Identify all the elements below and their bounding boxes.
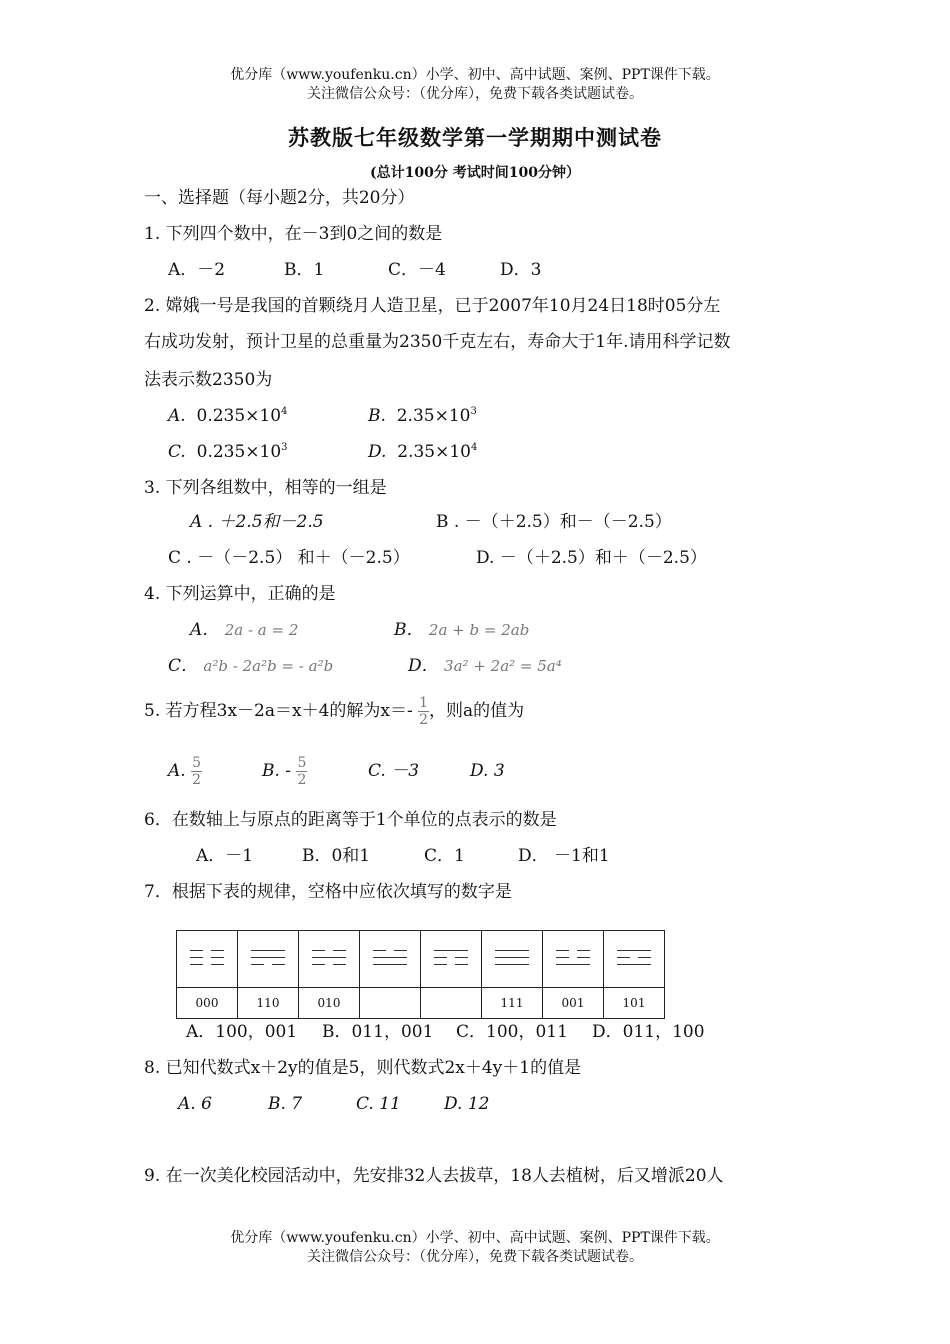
trigram-code: 001	[543, 988, 604, 1019]
q5-option-b	[262, 752, 307, 790]
q5-option-a-num: 5	[192, 755, 202, 771]
q1-option-c: C．－4	[388, 260, 446, 280]
q2-line-1: 2. 嫦娥一号是我国的首颗绕月人造卫星，已于2007年10月24日18时05分左	[144, 296, 721, 316]
q1-option-b: B．1	[284, 260, 325, 280]
q8-option-b: B. 7	[268, 1094, 303, 1114]
q4-option-a-expr: 2a - a = 2	[224, 621, 299, 639]
q8-option-d: D. 12	[444, 1094, 490, 1114]
trigram-cell	[299, 931, 360, 988]
trigram-symbol	[251, 944, 285, 970]
q5-option-c: C. －3	[368, 761, 420, 781]
q3-text: 3. 下列各组数中，相等的一组是	[144, 478, 387, 498]
q2-option-d	[368, 442, 477, 462]
q4-option-b-expr: 2a + b = 2ab	[428, 621, 530, 639]
q4-option-b	[394, 620, 529, 640]
trigram-symbol	[373, 944, 407, 970]
q4-text: 4. 下列运算中，正确的是	[144, 584, 336, 604]
q3-option-a: A . ＋2.5和－2.5	[190, 512, 324, 532]
q2-option-b	[368, 406, 477, 426]
q1-option-a: A．－2	[168, 260, 226, 280]
q6-text: 6．在数轴上与原点的距离等于1个单位的点表示的数是	[144, 810, 557, 830]
page-subtitle: (总计100分 考试时间100分钟）	[370, 165, 580, 181]
trigram-cell	[543, 931, 604, 988]
trigram-table	[176, 930, 665, 1019]
q4-option-c-label: C．	[168, 656, 199, 676]
q2-line-2: 右成功发射，预计卫星的总重量为2350千克左右，寿命大于1年.请用科学记数	[144, 332, 731, 352]
q6-option-b: B．0和1	[302, 846, 371, 866]
q5-text-post: ，则a的值为	[429, 701, 525, 721]
q4-option-c	[168, 656, 333, 676]
q5-frac-den: 2	[419, 712, 429, 728]
q1-option-d: D．3	[500, 260, 542, 280]
trigram-cell	[238, 931, 299, 988]
footer-line-2: 关注微信公众号：（优分库），免费下载各类试题试卷。	[307, 1249, 643, 1265]
q2-option-b-label: B.	[368, 406, 386, 426]
trigram-code: 110	[238, 988, 299, 1019]
footer-line-1: 优分库（www.youfenku.cn）小学、初中、高中试题、案例、PPT课件下载。	[230, 1230, 720, 1246]
q3-option-c: C . －（－2.5） 和＋（－2.5）	[168, 548, 410, 568]
q5-fraction	[418, 695, 429, 728]
q2-option-a-exp: 4	[281, 406, 288, 417]
q3-option-d: D. －（＋2.5）和＋（－2.5）	[476, 548, 707, 568]
q6-option-c: C．1	[424, 846, 465, 866]
q2-option-b-exp: 3	[470, 406, 477, 417]
trigram-symbol	[190, 944, 224, 970]
trigram-symbol-row	[177, 931, 665, 988]
q5-option-b-den: 2	[297, 772, 307, 788]
q7-text: 7．根据下表的规律，空格中应依次填写的数字是	[144, 882, 512, 902]
q8-option-c: C. 11	[356, 1094, 401, 1114]
q5-option-a-label: A.	[168, 761, 186, 781]
trigram-symbol	[495, 944, 529, 970]
trigram-cell	[177, 931, 238, 988]
q7-option-d: D．011，100	[592, 1022, 705, 1042]
q2-option-c-base: 0.235×10	[196, 442, 282, 462]
q1-text: 1. 下列四个数中，在－3到0之间的数是	[144, 224, 443, 244]
header-line-2: 关注微信公众号：（优分库），免费下载各类试题试卷。	[307, 86, 643, 102]
trigram-code: 101	[604, 988, 665, 1019]
q5-text	[144, 690, 524, 732]
q8-text: 8. 已知代数式x＋2y的值是5，则代数式2x＋4y＋1的值是	[144, 1058, 582, 1078]
q5-option-a	[168, 752, 202, 790]
q7-option-a: A．100，001	[186, 1022, 298, 1042]
q6-option-a: A．－1	[196, 846, 254, 866]
q5-option-a-frac	[191, 755, 202, 788]
q6-option-d: D． －1和1	[518, 846, 610, 866]
q4-option-b-label: B．	[394, 620, 424, 640]
q2-option-d-label: D.	[368, 442, 387, 462]
trigram-code: 010	[299, 988, 360, 1019]
q2-option-a	[168, 406, 287, 426]
q5-text-pre: 5. 若方程3x－2a＝x＋4的解为x＝-	[144, 701, 413, 721]
trigram-code: 000	[177, 988, 238, 1019]
q2-option-d-base: 2.35×10	[397, 442, 471, 462]
trigram-symbol	[434, 944, 468, 970]
trigram-symbol	[556, 944, 590, 970]
q5-option-d: D. 3	[470, 761, 505, 781]
q2-option-a-label: A.	[168, 406, 186, 426]
q4-option-d-label: D．	[408, 656, 439, 676]
q4-option-d	[408, 656, 562, 676]
q8-option-a: A. 6	[178, 1094, 212, 1114]
q5-option-a-den: 2	[192, 772, 202, 788]
q5-frac-num: 1	[419, 695, 429, 711]
q9-text: 9. 在一次美化校园活动中，先安排32人去拔草，18人去植树，后又增派20人	[144, 1166, 724, 1186]
q2-option-c-label: C.	[168, 442, 186, 462]
q3-option-b: B . －（＋2.5）和－（－2.5）	[436, 512, 672, 532]
q2-option-a-base: 0.235×10	[196, 406, 282, 426]
q7-option-c: C．100，011	[456, 1022, 568, 1042]
q5-option-b-label: B. -	[262, 761, 292, 781]
q2-option-c	[168, 442, 288, 462]
trigram-symbol	[312, 944, 346, 970]
q2-option-d-exp: 4	[470, 442, 478, 453]
trigram-code-blank	[421, 988, 482, 1019]
q2-option-b-base: 2.35×10	[396, 406, 471, 426]
trigram-code-row	[177, 988, 665, 1019]
trigram-cell	[482, 931, 543, 988]
q5-option-b-num: 5	[297, 755, 307, 771]
q7-option-b: B．011，001	[322, 1022, 434, 1042]
q4-option-a-label: A．	[190, 620, 220, 640]
header-line-1: 优分库（www.youfenku.cn）小学、初中、高中试题、案例、PPT课件下载。	[230, 67, 720, 83]
section-heading: 一、选择题（每小题2分，共20分）	[144, 188, 415, 208]
q4-option-a	[190, 620, 298, 640]
q5-option-b-frac	[296, 755, 307, 788]
q4-option-c-expr: a²b - 2a²b = - a²b	[203, 657, 334, 675]
trigram-code-blank	[360, 988, 421, 1019]
trigram-cell	[360, 931, 421, 988]
trigram-symbol	[617, 944, 651, 970]
q4-option-d-expr: 3a² + 2a² = 5a⁴	[444, 657, 562, 675]
trigram-cell	[421, 931, 482, 988]
page-title: 苏教版七年级数学第一学期期中测试卷	[288, 125, 662, 150]
q2-line-3: 法表示数2350为	[144, 370, 273, 390]
trigram-code: 111	[482, 988, 543, 1019]
q2-option-c-exp: 3	[281, 442, 288, 453]
trigram-cell	[604, 931, 665, 988]
